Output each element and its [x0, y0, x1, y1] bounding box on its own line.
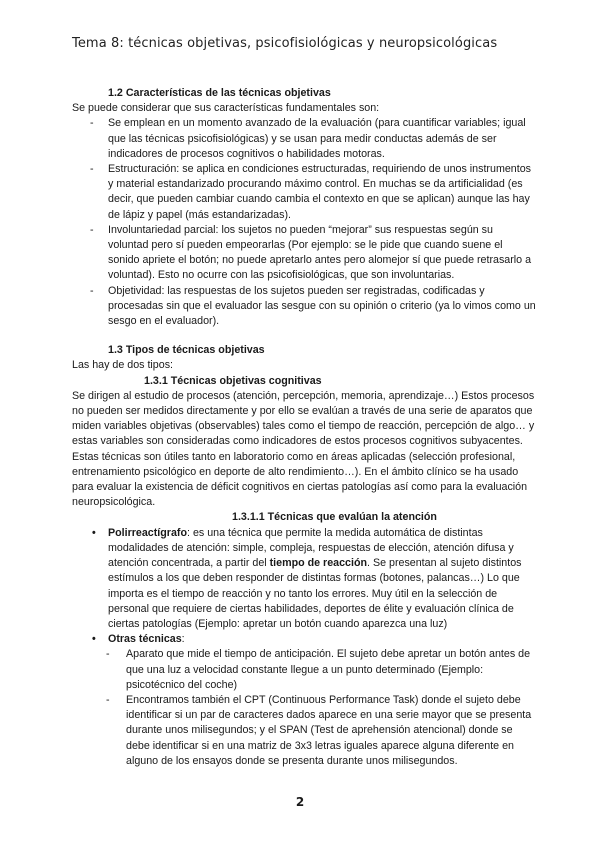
polirreactigrafo-text-a: : es una técnica que permite la medida automática de distintas modalidades de atención: simple, compleja, respuestas de elección, atención difusa y atención concentrada, a partir del — [108, 526, 514, 570]
term-polirreactigrafo: Polirreactígrafo — [108, 526, 187, 539]
polirreactigrafo-text-c: . Se presentan al sujeto distintos estímulos a los que deben responder de distintas formas (botones, palancas…) Lo que importa es el tiempo de reacción y no tanto los errores. Muy útil en la selección de personal que requiere de ciertas habilidades, deportes de élite y evaluación clínica de ciertas patologías (Ejemplo: apretar un botón cuando aparezca una luz) — [108, 557, 522, 630]
list-item-polirreactigrafo — [72, 526, 536, 632]
list-item: - Se emplean en un momento avanzado de la evaluación (para cuantificar variables; igual que las técnicas psicofisiológicas) y se usan para medir conductas además de ser indicadores de procesos cognitivos o habilidades motoras. — [72, 116, 536, 162]
page-header-title: Tema 8: técnicas objetivas, psicofisiológicas y neuropsicológicas — [72, 36, 498, 51]
attention-techniques-list — [72, 526, 536, 769]
section-1-3-intro: Las hay de dos tipos: — [72, 359, 174, 372]
list-item-otras-tecnicas — [72, 632, 536, 769]
document-body — [72, 86, 536, 769]
list-item: - Involuntariedad parcial: los sujetos no pueden “mejorar” sus respuestas según su voluntad pero sí pueden empeorarlas (Por ejemplo: se le pide que cuando suene el sonido apriete el botón; no puede apretarlo antes pero alomejor sí que puede retrasarlo a voluntad). Esto no ocurre con las psicofisiológicas, que son involuntarias. — [72, 223, 536, 284]
section-heading-1-3: 1.3 Tipos de técnicas objetivas — [108, 344, 265, 357]
list-item: - Encontramos también el CPT (Continuous Performance Task) donde el sujeto debe identificar si un par de caracteres dados aparece en una serie mayor que se presenta durante unos milisegundos; y el SPAN (Test de aprehensión atencional) donde se debe identificar si en una matriz de 3x3 letras iguales aparece alguna diferente en alguno de los ensayos donde se presenta durante unos milisegundos. — [72, 693, 536, 769]
section-heading-1-2: 1.2 Características de las técnicas objetivas — [108, 87, 331, 99]
section-1-2-intro: Se puede considerar que sus características fundamentales son: — [72, 102, 380, 115]
spacer — [72, 329, 536, 343]
page-number: 2 — [295, 795, 305, 809]
other-techniques-sublist — [72, 647, 536, 769]
subsection-heading-1-3-1: 1.3.1 Técnicas objetivas cognitivas — [144, 374, 322, 387]
reaction-time-term: tiempo de reacción — [269, 557, 368, 570]
characteristics-list — [72, 116, 536, 329]
otras-colon: : — [181, 633, 185, 646]
list-item: - Estructuración: se aplica en condiciones estructuradas, requiriendo de unos instrumentos y material estandarizado procurando máximo control. En muchas se da artificialidad (es decir, que pueden cambiar cuando cambia el contexto en que se aplican) aunque las hay de lápiz y papel (más estandarizadas). — [72, 162, 536, 223]
subsection-heading-1-3-1-1: 1.3.1.1 Técnicas que evalúan la atención — [232, 511, 437, 524]
list-item: - Aparato que mide el tiempo de anticipación. El sujeto debe apretar un botón antes de que una luz a velocidad constante llegue a un punto determinado (Ejemplo: psicotécnico del coche) — [72, 647, 536, 693]
term-otras-tecnicas: Otras técnicas — [108, 633, 182, 646]
cognitive-techniques-paragraph: Se dirigen al estudio de procesos (atención, percepción, memoria, aprendizaje…) Estos procesos no pueden ser medidos directamente y por ello se evalúan a través de una serie de aparatos que miden variables objetivas (observables) tales como el tiempo de reacción, percepción de algo… y estas variables son consideradas como indicadores de estos procesos cognitivos subyacentes. Estas técnicas son útiles tanto en laboratorio como en áreas aplicadas (selección profesional, entrenamiento psicológico en deporte de alto rendimiento…). En el ámbito clínico se ha usado para evaluar la existencia de déficit cognitivos en ciertas patologías así como para la evaluación neuropsicológica. — [72, 389, 535, 509]
list-item: - Objetividad: las respuestas de los sujetos pueden ser registradas, codificadas y procesadas sin que el evaluador las sesgue con su opinión o criterio (ya lo vimos como un sesgo en el evaluador). — [72, 284, 536, 330]
